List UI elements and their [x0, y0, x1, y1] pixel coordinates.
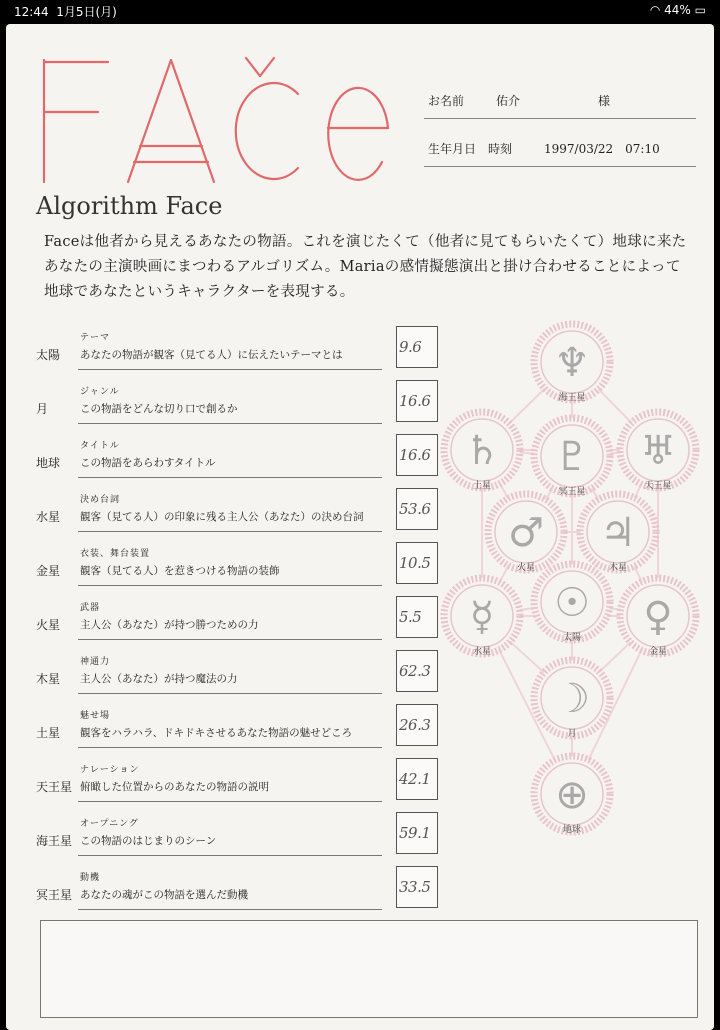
status-time: 12:44 1月5日(月)	[14, 5, 117, 19]
planet-value: 16.6	[399, 392, 431, 410]
planet-category: ジャンル	[80, 387, 120, 397]
planet-value: 10.5	[399, 554, 431, 572]
planet-category: 決め台詞	[80, 495, 121, 505]
planet-row	[36, 650, 446, 704]
planet-value: 26.3	[399, 716, 431, 734]
planet-row	[36, 434, 446, 488]
tree-node-pluto	[534, 418, 610, 497]
planet-row	[36, 380, 446, 434]
planet-value-box[interactable]	[396, 596, 438, 638]
tree-node-label: 月	[567, 729, 577, 739]
planet-name: 火星	[36, 618, 61, 632]
planet-name: 木星	[36, 672, 61, 686]
planet-row	[36, 488, 446, 542]
planet-row	[36, 704, 446, 758]
section-title: Algorithm Face	[36, 192, 223, 220]
planet-name: 天王星	[36, 780, 73, 794]
planet-row	[36, 758, 446, 812]
tree-node-jupiter	[580, 494, 656, 573]
tree-node-label: 天王星	[644, 481, 672, 491]
planet-name: 地球	[36, 456, 61, 470]
planet-value-box[interactable]	[396, 488, 438, 530]
planet-value-box[interactable]	[396, 542, 438, 584]
birth-field	[424, 122, 696, 167]
planet-name: 海王星	[36, 834, 73, 848]
planet-description: 主人公（あなた）が持つ勝つための力	[80, 619, 259, 631]
tree-node-saturn	[444, 412, 520, 491]
status-bar	[0, 0, 720, 22]
underline	[78, 423, 382, 424]
underline	[78, 855, 382, 856]
planet-category: 動機	[80, 873, 101, 883]
tree-node-label: 太陽	[562, 633, 582, 643]
battery-icon: ▭	[694, 3, 706, 17]
saturn-symbol-icon: ♄	[464, 428, 500, 474]
planet-value-box[interactable]	[396, 812, 438, 854]
planet-name: 水星	[36, 510, 61, 524]
planet-description: 観客（見てる人）を惹きつける物語の装飾	[80, 565, 280, 577]
planet-value: 53.6	[399, 500, 431, 518]
planet-value: 16.6	[399, 446, 431, 464]
planet-tree-diagram	[438, 320, 706, 880]
planet-value-box[interactable]	[396, 326, 438, 368]
battery-percent: 44%	[664, 3, 691, 17]
planet-category: 衣装、舞台装置	[80, 549, 151, 559]
planet-value: 9.6	[399, 338, 422, 356]
planet-name: 土星	[36, 726, 61, 740]
tree-node-label: 木星	[608, 563, 628, 573]
planet-description: あなたの魂がこの物語を選んだ動機	[80, 889, 248, 901]
underline	[78, 693, 382, 694]
underline	[78, 585, 382, 586]
planet-value-box[interactable]	[396, 434, 438, 476]
planet-row	[36, 812, 446, 866]
planet-row	[36, 866, 446, 920]
birth-label: 生年月日 時刻	[428, 142, 513, 156]
planet-name: 金星	[36, 564, 61, 578]
neptune-symbol-icon: ♆	[554, 340, 590, 386]
name-value: 佑介	[496, 94, 521, 108]
mercury-symbol-icon: ☿	[469, 594, 495, 640]
venus-symbol-icon: ♀	[643, 594, 673, 640]
planet-value-box[interactable]	[396, 650, 438, 692]
planet-row	[36, 542, 446, 596]
planet-description: 観客（見てる人）の印象に残る主人公（あなた）の決め台詞	[80, 511, 364, 523]
birth-value: 1997/03/22 07:10	[544, 142, 660, 156]
tree-node-label: 地球	[562, 825, 582, 835]
notes-box[interactable]	[40, 920, 698, 1018]
planet-category: ナレーション	[80, 765, 140, 775]
tree-node-sun	[534, 564, 610, 643]
tree-node-neptune	[534, 324, 610, 403]
planet-value: 42.1	[399, 770, 431, 788]
sun-symbol-icon: ☉	[554, 580, 590, 626]
document-page[interactable]	[6, 24, 714, 1030]
planet-value-box[interactable]	[396, 866, 438, 908]
wifi-icon: ◠	[649, 3, 661, 17]
planet-value-box[interactable]	[396, 704, 438, 746]
underline	[78, 477, 382, 478]
planet-name: 冥王星	[36, 888, 73, 902]
planet-description: この物語をあらわすタイトル	[80, 457, 216, 469]
mars-symbol-icon: ♂	[508, 510, 544, 556]
moon-symbol-icon: ☽	[554, 676, 590, 722]
honorific: 様	[598, 94, 611, 108]
planet-name: 太陽	[36, 348, 61, 362]
planet-description: 観客をハラハラ、ドキドキさせるあなた物語の魅せどころ	[80, 727, 353, 739]
underline	[78, 747, 382, 748]
tree-node-uranus	[620, 412, 696, 491]
underline	[78, 639, 382, 640]
planet-description: 主人公（あなた）が持つ魔法の力	[80, 673, 238, 685]
name-label: お名前	[428, 94, 465, 108]
planet-row	[36, 326, 446, 380]
tree-node-label: 海王星	[558, 393, 586, 403]
planet-value: 5.5	[399, 608, 422, 626]
face-logo	[36, 50, 396, 190]
name-field	[424, 74, 696, 119]
pluto-symbol-icon: ♇	[554, 434, 590, 480]
tree-node-earth	[534, 756, 610, 835]
planet-name: 月	[36, 402, 49, 416]
planet-category: 武器	[80, 603, 101, 613]
tree-node-mars	[488, 494, 564, 573]
planet-category: 魅せ場	[80, 711, 111, 721]
planet-value-box[interactable]	[396, 380, 438, 422]
planet-value: 62.3	[399, 662, 431, 680]
earth-symbol-icon: ⊕	[555, 772, 589, 818]
intro-text: Faceは他者から見えるあなたの物語。これを演じたくて（他者に見てもらいたくて）地球に来たあなたの主演映画にまつわるアルゴリズム。Mariaの感情擬態演出と掛け合わせることによって地球であなたというキャラクターを表現する。	[44, 234, 687, 300]
planet-value-box[interactable]	[396, 758, 438, 800]
planet-category: オープニング	[80, 819, 139, 829]
underline	[78, 369, 382, 370]
planet-category: テーマ	[80, 333, 111, 343]
planet-description: この物語をどんな切り口で創るか	[80, 403, 238, 415]
tree-node-label: 土星	[472, 481, 492, 491]
planet-description: あなたの物語が観客（見てる人）に伝えたいテーマとは	[80, 349, 343, 361]
status-right	[650, 3, 706, 17]
tree-node-label: 冥王星	[558, 487, 586, 497]
planet-description: この物語のはじまりのシーン	[80, 835, 217, 847]
tree-node-label: 水星	[472, 647, 492, 657]
uranus-symbol-icon: ♅	[640, 428, 676, 474]
planet-value: 33.5	[399, 878, 431, 896]
tree-node-label: 火星	[516, 563, 536, 573]
tree-node-moon	[534, 660, 610, 739]
planet-description: 俯瞰した位置からのあなたの物語の説明	[80, 781, 269, 793]
jupiter-symbol-icon: ♃	[600, 510, 636, 556]
planet-category: タイトル	[80, 441, 120, 451]
tree-node-mercury	[444, 578, 520, 657]
planet-value: 59.1	[399, 824, 431, 842]
tree-node-venus	[620, 578, 696, 657]
planet-category: 神通力	[80, 657, 111, 667]
underline	[78, 801, 382, 802]
tree-node-label: 金星	[648, 647, 668, 657]
planet-row	[36, 596, 446, 650]
underline	[78, 909, 382, 910]
underline	[78, 531, 382, 532]
